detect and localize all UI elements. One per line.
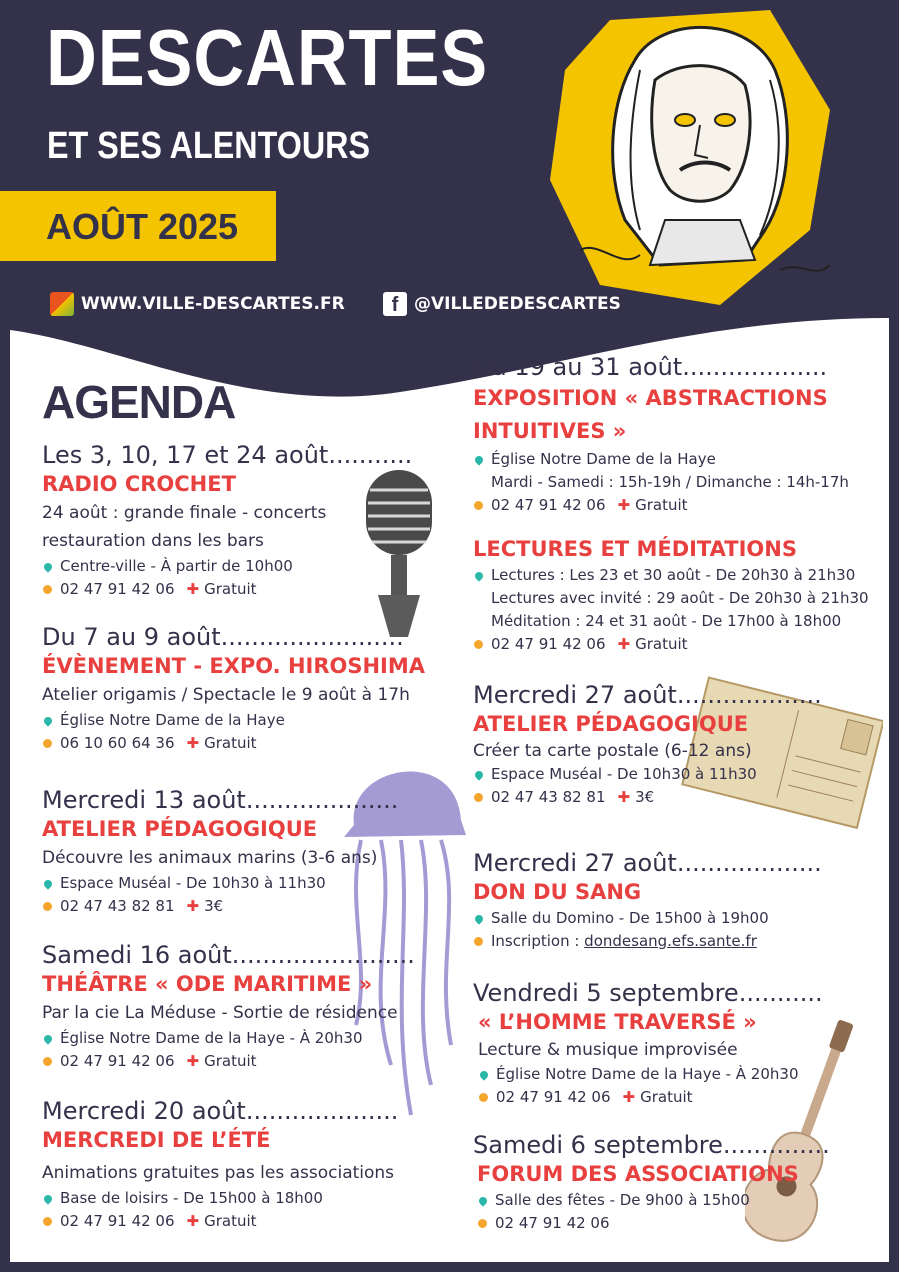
location-pin-icon (473, 913, 484, 924)
event-description: Animations gratuites pas les associations (42, 1163, 395, 1183)
location-pin-icon (42, 1033, 53, 1044)
phone-icon (474, 501, 483, 510)
price-icon: ✚ (186, 580, 200, 598)
page-subtitle: ET SES ALENTOURS (47, 125, 371, 167)
location-pin-icon (42, 1193, 53, 1204)
link-icon (474, 937, 483, 946)
website-link[interactable] (50, 292, 345, 316)
event-atelier-marins[interactable] (42, 785, 398, 918)
location-pin-icon (473, 454, 484, 465)
event-location: Espace Muséal - De 10h30 à 11h30 (42, 872, 398, 895)
event-contact: 02 47 91 42 06 ✚ Gratuit (473, 633, 869, 656)
event-schedule: Lectures avec invité : 29 août - De 20h30 à 21h30 (491, 589, 869, 607)
event-description: Atelier origamis / Spectacle le 9 août à 17h (42, 685, 410, 705)
event-title: ATELIER PÉDAGOGIQUE (473, 712, 749, 736)
event-contact: 02 47 91 42 06 (473, 1212, 830, 1235)
event-location: Église Notre Dame de la Haye (473, 448, 849, 471)
event-date: Samedi 16 août........................ (42, 941, 415, 969)
month-label: AOÛT 2025 (46, 206, 239, 247)
event-homme-traverse[interactable] (473, 978, 823, 1109)
agenda-heading: AGENDA (42, 376, 236, 428)
event-description: Lecture & musique improvisée (478, 1040, 738, 1060)
event-title: RADIO CROCHET (42, 472, 236, 496)
event-title: LECTURES ET MÉDITATIONS (473, 537, 797, 561)
event-radio-crochet[interactable] (42, 440, 412, 601)
event-date: Mercredi 27 août................... (473, 681, 822, 709)
event-exposition-abstractions[interactable] (473, 352, 849, 517)
event-contact: 06 10 60 64 36 ✚ Gratuit (42, 732, 425, 755)
page-title: DESCARTES (46, 13, 489, 102)
event-location: Église Notre Dame de la Haye - À 20h30 (473, 1063, 823, 1086)
event-contact: 02 47 91 42 06 ✚ Gratuit (42, 578, 412, 601)
event-schedule: Méditation : 24 et 31 août - De 17h00 à 18h00 (491, 612, 842, 630)
event-title: FORUM DES ASSOCIATIONS (477, 1162, 799, 1186)
price-icon: ✚ (617, 635, 631, 653)
event-contact: 02 47 91 42 06 ✚ Gratuit (473, 494, 849, 517)
event-date: Du 19 au 31 août................... (473, 353, 828, 381)
facebook-icon: f (383, 292, 407, 316)
facebook-link[interactable] (383, 292, 621, 316)
phone-icon (478, 1219, 487, 1228)
event-location: Centre-ville - À partir de 10h00 (42, 555, 412, 578)
event-location: Église Notre Dame de la Haye (42, 709, 425, 732)
event-location: Espace Muséal - De 10h30 à 11h30 (473, 763, 822, 786)
event-title: ÉVÈNEMENT - EXPO. HIROSHIMA (42, 654, 426, 678)
phone-icon (474, 640, 483, 649)
event-contact: 02 47 43 82 81 ✚ 3€ (42, 895, 398, 918)
event-location: Salle du Domino - De 15h00 à 19h00 (473, 907, 822, 930)
event-description: Par la cie La Méduse - Sortie de résidence (42, 1003, 398, 1023)
event-description: 24 août : grande finale - concerts (42, 503, 327, 523)
event-description: Créer ta carte postale (6-12 ans) (473, 741, 752, 761)
event-date: Les 3, 10, 17 et 24 août........... (42, 441, 413, 469)
website-logo-icon (50, 292, 74, 316)
event-title: « L’HOMME TRAVERSÉ » (478, 1010, 757, 1034)
event-title: THÉÂTRE « ODE MARITIME » (42, 972, 373, 996)
location-pin-icon (478, 1069, 489, 1080)
event-title-cont: INTUITIVES » (473, 419, 627, 443)
event-date: Mercredi 20 août.................... (42, 1097, 399, 1125)
price-icon: ✚ (617, 788, 631, 806)
event-contact: 02 47 91 42 06 ✚ Gratuit (42, 1210, 398, 1233)
phone-icon (43, 585, 52, 594)
event-description: restauration dans les bars (42, 531, 264, 551)
event-date: Samedi 6 septembre.............. (473, 1131, 830, 1159)
event-title: MERCREDI DE L’ÉTÉ (42, 1128, 271, 1152)
location-pin-icon (473, 570, 484, 581)
phone-icon (43, 1057, 52, 1066)
event-expo-hiroshima[interactable] (42, 622, 425, 755)
location-pin-icon (42, 878, 53, 889)
event-title: EXPOSITION « ABSTRACTIONS (473, 386, 828, 410)
phone-icon (479, 1093, 488, 1102)
price-icon: ✚ (622, 1088, 636, 1106)
event-forum-associations[interactable] (473, 1130, 830, 1235)
event-description: Découvre les animaux marins (3-6 ans) (42, 848, 378, 868)
event-ode-maritime[interactable] (42, 940, 415, 1073)
location-pin-icon (477, 1195, 488, 1206)
facebook-text: @VILLEDEDESCARTES (414, 294, 621, 314)
event-atelier-carte-postale[interactable] (473, 680, 822, 809)
price-icon: ✚ (186, 1212, 200, 1230)
event-location: Base de loisirs - De 15h00 à 18h00 (42, 1187, 398, 1210)
phone-icon (43, 902, 52, 911)
price-icon: ✚ (617, 496, 631, 514)
event-lectures-meditations[interactable] (473, 535, 869, 656)
event-schedule: Lectures : Les 23 et 30 août - De 20h30 à 21h30 (473, 564, 869, 587)
event-date: Mercredi 13 août.................... (42, 786, 399, 814)
event-date: Du 7 au 9 août........................ (42, 623, 404, 651)
event-contact: 02 47 91 42 06 ✚ Gratuit (42, 1050, 415, 1073)
phone-icon (43, 1217, 52, 1226)
location-pin-icon (473, 769, 484, 780)
location-pin-icon (42, 715, 53, 726)
event-inscription: Inscription : dondesang.efs.sante.fr (473, 930, 822, 953)
event-hours: Mardi - Samedi : 15h-19h / Dimanche : 14h-17h (491, 473, 849, 491)
price-icon: ✚ (186, 1052, 200, 1070)
phone-icon (43, 739, 52, 748)
month-banner (0, 191, 276, 261)
event-contact: 02 47 43 82 81 ✚ 3€ (473, 786, 822, 809)
location-pin-icon (42, 561, 53, 572)
website-text: WWW.VILLE-DESCARTES.FR (81, 294, 345, 314)
event-title: ATELIER PÉDAGOGIQUE (42, 817, 318, 841)
descartes-portrait-icon (540, 0, 840, 310)
event-title: DON DU SANG (473, 880, 642, 904)
event-location: Église Notre Dame de la Haye - À 20h30 (42, 1027, 415, 1050)
event-contact: 02 47 91 42 06 ✚ Gratuit (473, 1086, 823, 1109)
price-icon: ✚ (186, 897, 200, 915)
phone-icon (474, 793, 483, 802)
event-date: Vendredi 5 septembre........... (473, 979, 823, 1007)
inscription-link[interactable]: dondesang.efs.sante.fr (584, 932, 757, 950)
event-mercredi-ete[interactable] (42, 1096, 398, 1233)
event-location: Salle des fêtes - De 9h00 à 15h00 (473, 1189, 830, 1212)
event-date: Mercredi 27 août................... (473, 849, 822, 877)
price-icon: ✚ (186, 734, 200, 752)
event-don-du-sang[interactable] (473, 848, 822, 953)
